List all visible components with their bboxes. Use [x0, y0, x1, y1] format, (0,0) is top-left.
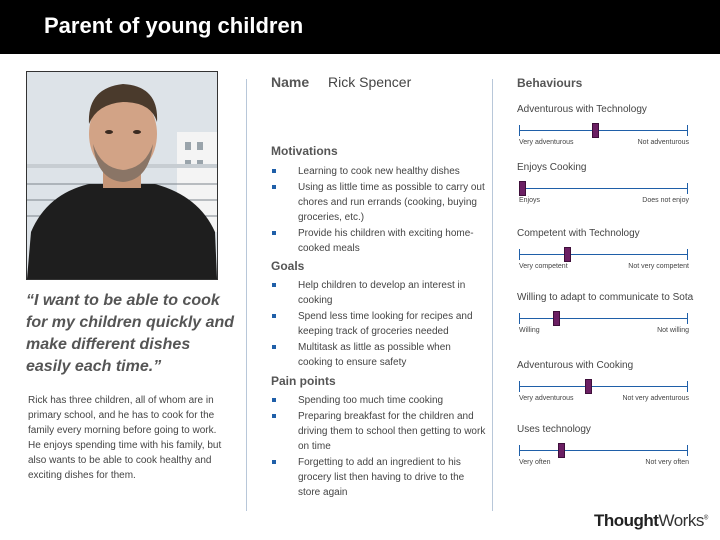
title-bar — [0, 0, 720, 54]
scale-min-label: Enjoys — [519, 197, 541, 204]
scale-max-label: Not willing — [657, 327, 689, 334]
behaviour-scale — [517, 292, 694, 347]
scale-marker — [592, 123, 599, 138]
list-item — [271, 278, 486, 308]
persona-photo — [26, 71, 218, 280]
behaviours-heading: Behaviours — [517, 76, 583, 90]
list-item-text: Spend less time looking for recipes and keeping track of groceries needed — [298, 311, 473, 337]
bullet-icon — [272, 169, 276, 173]
scale-marker — [553, 311, 560, 326]
name-value: Rick Spencer — [328, 74, 412, 90]
scale-max-label: Not very competent — [628, 263, 689, 270]
scale-max-label: Not very often — [645, 459, 689, 466]
scale-track — [519, 188, 687, 189]
scale-max-label: Does not enjoy — [642, 197, 689, 204]
bullet-icon — [272, 314, 276, 318]
scale-start-tick — [519, 445, 520, 456]
persona-quote: “I want to be able to cook for my children quickly and make different dishes easily each time.” — [26, 292, 235, 375]
scale-track — [519, 254, 687, 255]
motivations-heading: Motivations — [271, 144, 338, 158]
thoughtworks-logo — [594, 511, 708, 531]
scale-marker — [585, 379, 592, 394]
scale-label: Willing to adapt to communicate to Sota — [517, 292, 694, 303]
behaviour-scale — [517, 424, 689, 479]
list-item-text: Provide his children with exciting home-cooked meals — [298, 228, 474, 254]
goals-heading: Goals — [271, 259, 305, 273]
list-item — [271, 309, 486, 339]
scale-track — [519, 318, 687, 319]
bullet-icon — [272, 185, 276, 189]
scale-min-label: Willing — [519, 327, 540, 334]
scale-min-label: Very adventurous — [519, 395, 574, 402]
behaviour-scale — [517, 228, 689, 283]
persona-bio: Rick has three children, all of whom are in primary school, and he has to cook for the family every morning before going to work. He enjoys spending time with his family, but also wants to be able to cook healthy and exciting dishes for them. — [28, 395, 222, 481]
bullet-icon — [272, 283, 276, 287]
scale-max-label: Not very adventurous — [622, 395, 689, 402]
scale-min-label: Very adventurous — [519, 139, 574, 146]
persona-details — [271, 74, 486, 498]
name-label: Name — [271, 74, 310, 90]
scale-start-tick — [519, 125, 520, 136]
bullet-icon — [272, 231, 276, 235]
list-item-text: Multitask as little as possible when cooking to ensure safety — [298, 342, 451, 368]
scale-end-tick — [687, 381, 688, 392]
scale-label: Enjoys Cooking — [517, 162, 587, 173]
scale-marker — [564, 247, 571, 262]
scale-min-label: Very often — [519, 459, 551, 466]
scale-label: Adventurous with Cooking — [517, 360, 634, 371]
list-item-text: Preparing breakfast for the children and driving them to school then getting to work on time — [298, 411, 486, 452]
persona-portrait-image — [27, 72, 217, 279]
scale-end-tick — [687, 125, 688, 136]
logo-text-bold: Thought — [594, 511, 659, 530]
scale-start-tick — [519, 313, 520, 324]
scale-marker — [558, 443, 565, 458]
list-item-text: Using as little time as possible to carry out chores and run errands (cooking, buying groceries, etc.) — [298, 182, 485, 223]
column-divider-right — [492, 79, 493, 511]
list-item-text: Learning to cook new healthy dishes — [298, 166, 460, 177]
scale-label: Competent with Technology — [517, 228, 640, 239]
list-item — [271, 164, 486, 179]
bullet-icon — [272, 414, 276, 418]
scale-min-label: Very competent — [519, 263, 568, 270]
pain-points-heading: Pain points — [271, 374, 336, 388]
scale-label: Uses technology — [517, 424, 591, 435]
goals-list — [271, 278, 486, 371]
list-item-text: Forgetting to add an ingredient to his grocery list then having to drive to the store again — [298, 457, 465, 498]
scale-end-tick — [687, 445, 688, 456]
bullet-icon — [272, 345, 276, 349]
behaviour-scale — [517, 360, 689, 415]
list-item — [271, 393, 486, 408]
scale-track — [519, 130, 687, 131]
logo-registered-mark: ® — [703, 515, 708, 522]
bullet-icon — [272, 460, 276, 464]
scale-start-tick — [519, 381, 520, 392]
page-title: Parent of young children — [44, 13, 304, 38]
list-item — [271, 340, 486, 370]
logo-text-regular: Works — [658, 511, 704, 530]
scale-end-tick — [687, 249, 688, 260]
motivations-list — [271, 164, 486, 257]
behaviour-scale — [517, 104, 689, 159]
name-row — [271, 74, 486, 94]
scale-start-tick — [519, 249, 520, 260]
list-item — [271, 226, 486, 256]
scale-end-tick — [687, 183, 688, 194]
column-divider-left — [246, 79, 247, 511]
scale-track — [519, 450, 687, 451]
scale-label: Adventurous with Technology — [517, 104, 647, 115]
scale-end-tick — [687, 313, 688, 324]
pain-points-list — [271, 393, 486, 501]
list-item — [271, 455, 486, 500]
list-item-text: Spending too much time cooking — [298, 395, 444, 406]
scale-max-label: Not adventurous — [637, 139, 689, 146]
scale-marker — [519, 181, 526, 196]
list-item — [271, 409, 486, 454]
behaviour-scale — [517, 162, 689, 217]
scale-track — [519, 386, 687, 387]
list-item-text: Help children to develop an interest in cooking — [298, 280, 466, 306]
bullet-icon — [272, 398, 276, 402]
list-item — [271, 180, 486, 225]
